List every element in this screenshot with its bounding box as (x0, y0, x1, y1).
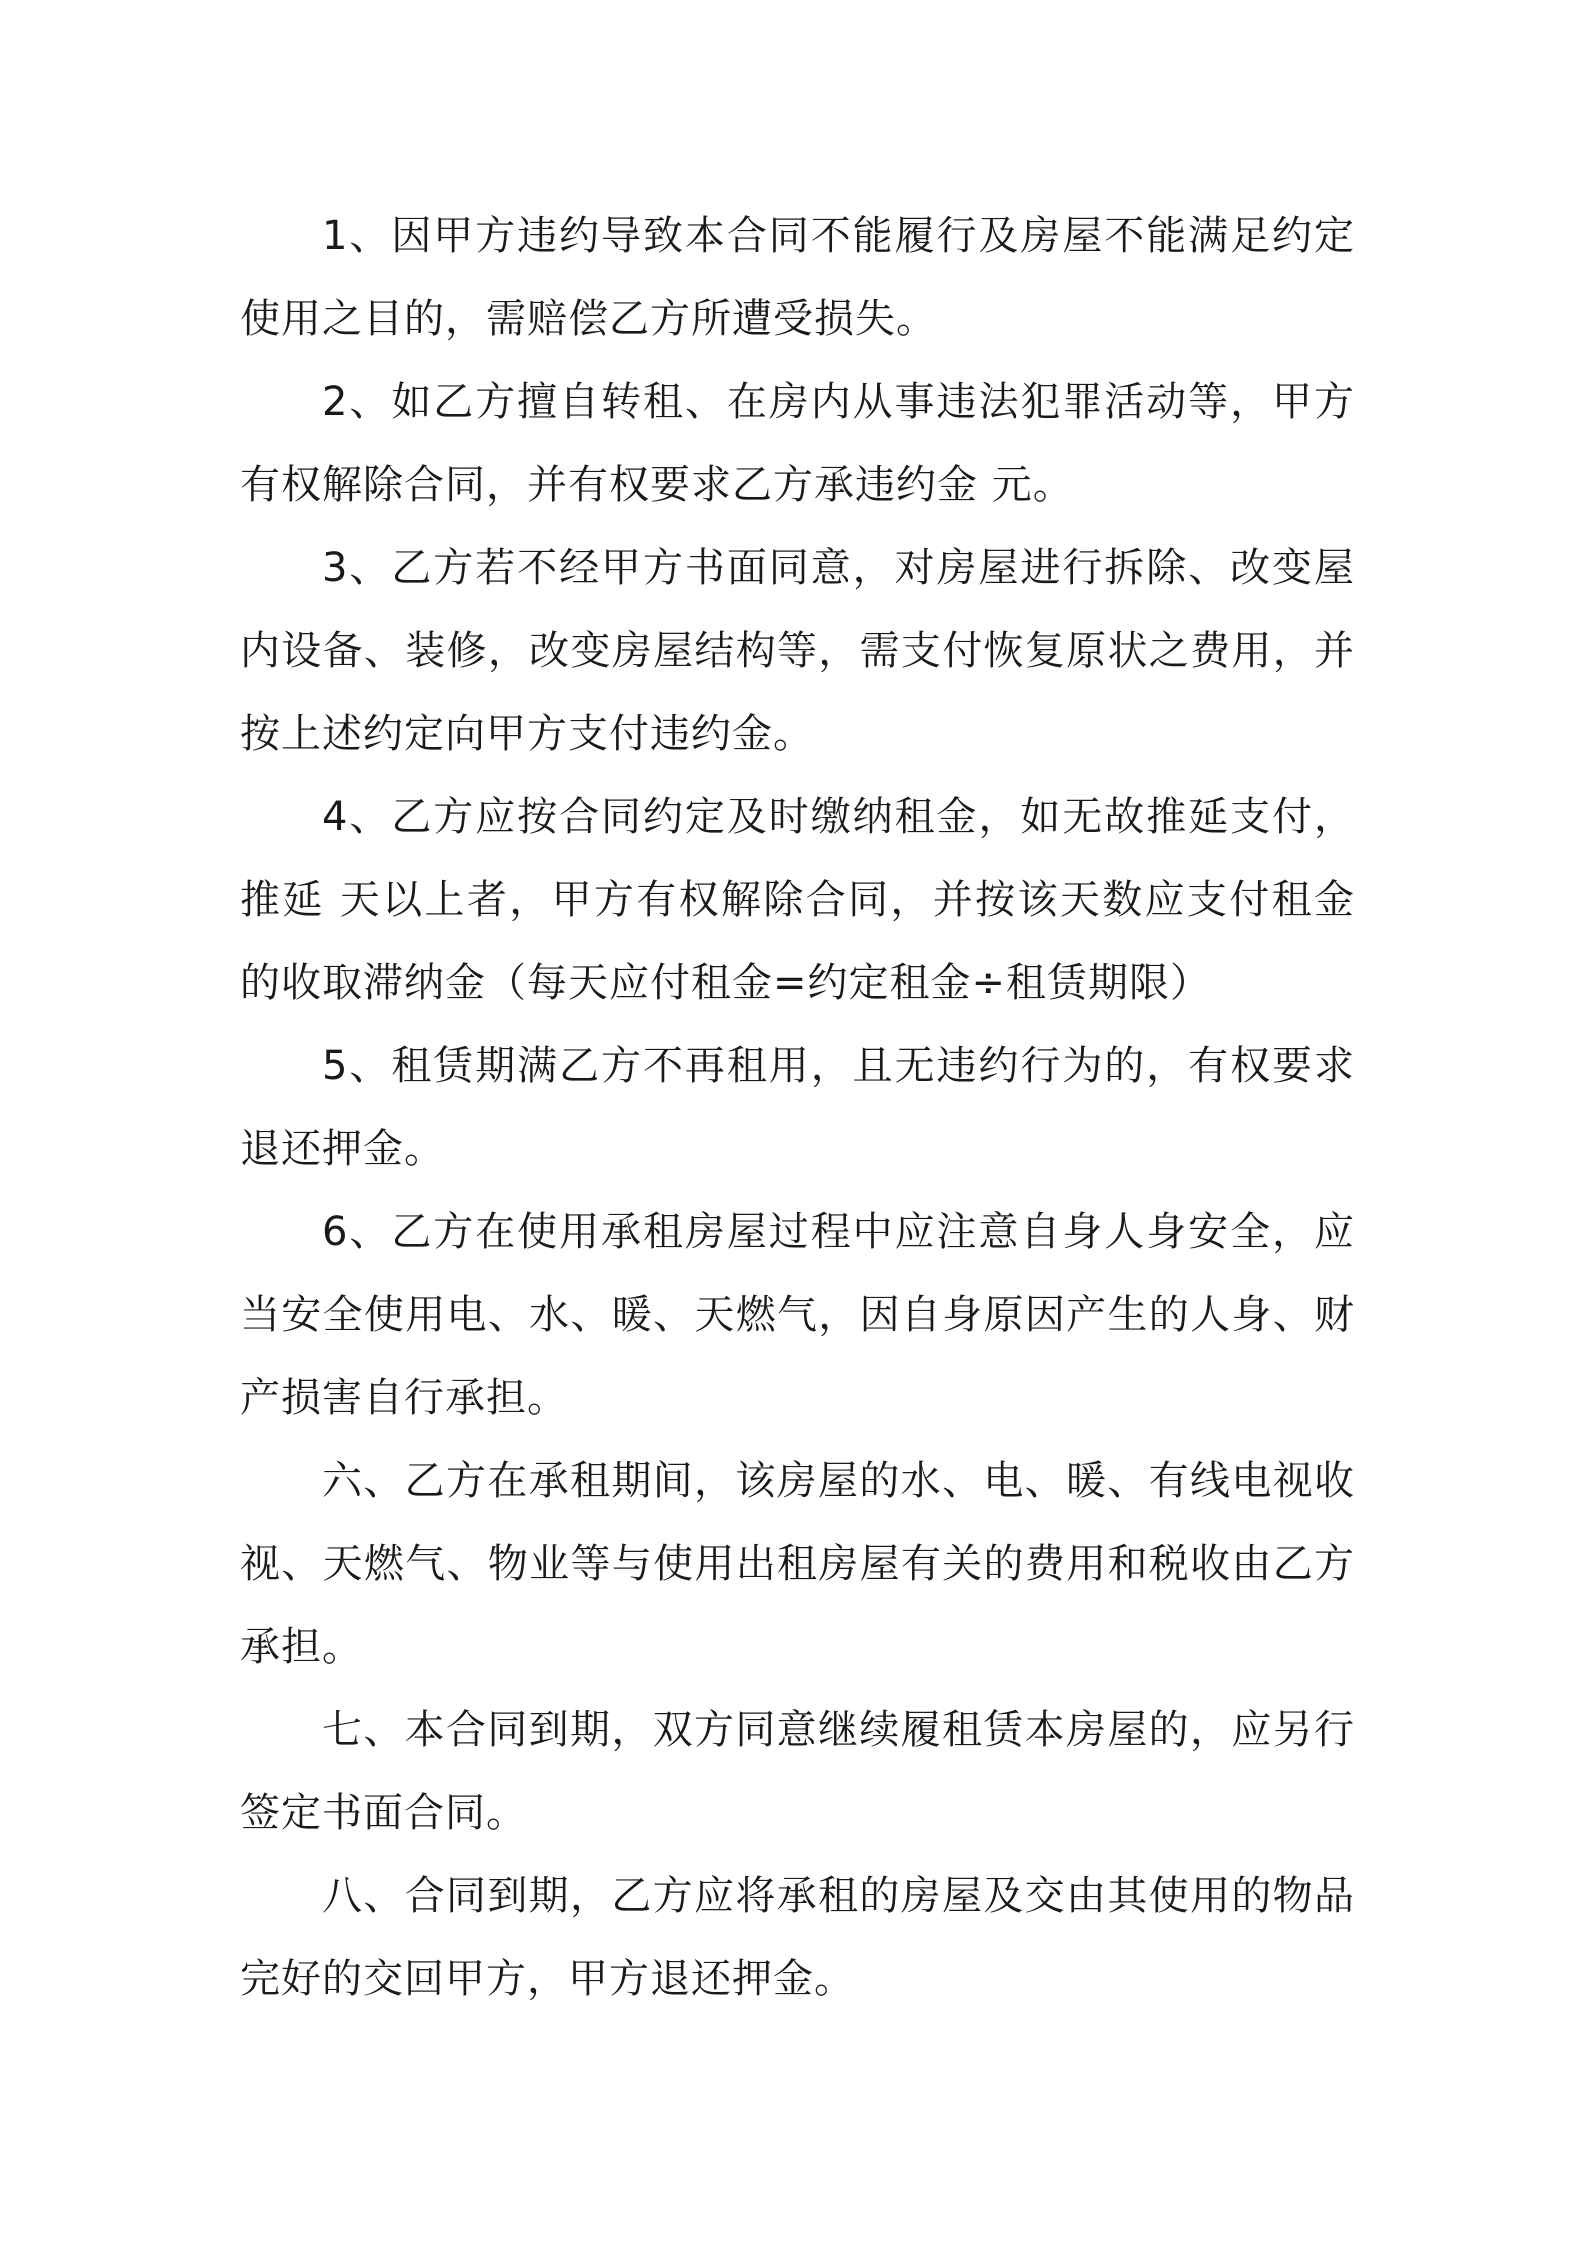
paragraph-clause-2: 2、如乙方擅自转租、在房内从事违法犯罪活动等，甲方有权解除合同，并有权要求乙方承违约金 元。 (240, 379, 1355, 508)
paragraph-clause-4: 4、乙方应按合同约定及时缴纳租金，如无故推延支付，推延 天以上者，甲方有权解除合同，并按该天数应支付租金的收取滞纳金（每天应付租金=约定租金÷租赁期限） (240, 794, 1355, 1006)
paragraph-article-6: 六、乙方在承租期间，该房屋的水、电、暖、有线电视收视、天燃气、物业等与使用出租房屋有关的费用和税收由乙方承担。 (240, 1458, 1355, 1670)
paragraph-clause-6: 6、乙方在使用承租房屋过程中应注意自身人身安全，应当安全使用电、水、暖、天燃气，因自身原因产生的人身、财产损害自行承担。 (240, 1209, 1355, 1421)
paragraph-clause-5: 5、租赁期满乙方不再租用，且无违约行为的，有权要求退还押金。 (240, 1043, 1355, 1172)
paragraph-article-8: 八、合同到期，乙方应将承租的房屋及交由其使用的物品完好的交回甲方，甲方退还押金。 (240, 1873, 1355, 2002)
paragraph-clause-3: 3、乙方若不经甲方书面同意，对房屋进行拆除、改变屋内设备、装修，改变房屋结构等，需支付恢复原状之费用，并按上述约定向甲方支付违约金。 (240, 545, 1355, 757)
paragraph-clause-1: 1、因甲方违约导致本合同不能履行及房屋不能满足约定使用之目的，需赔偿乙方所遭受损失。 (240, 213, 1355, 342)
paragraph-article-7: 七、本合同到期，双方同意继续履租赁本房屋的，应另行签定书面合同。 (240, 1707, 1355, 1836)
document-body (240, 195, 1355, 2021)
